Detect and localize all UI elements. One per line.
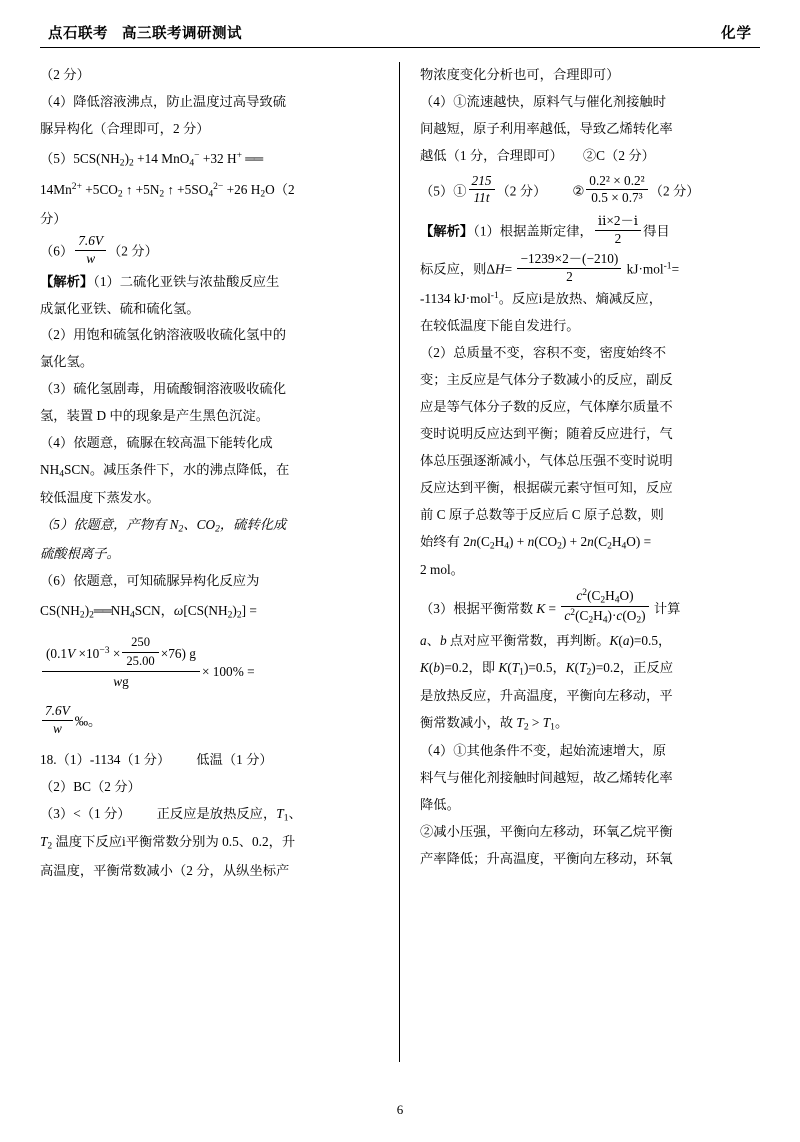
answer-line: 氯化氢。 xyxy=(40,354,94,370)
answer-line: 成氯化亚铁、硫和硫化氢。 xyxy=(40,300,200,316)
fraction-mass-percent: ($0.1V \times 10^{-3}$ × $\frac{250}{25.00}$ ×76) g wg xyxy=(42,633,200,693)
answer-line: 越低（1 分，合理即可） ②C（2 分） xyxy=(420,147,655,163)
answer-line: 硫酸根离子。 xyxy=(40,545,120,561)
answer-line: $NH_4SCN$。减压条件下，水的沸点降低，在 xyxy=(40,462,290,480)
fraction-delta-h: $\frac{-1239\times 2-(-210)}{2}$ xyxy=(517,251,621,285)
equation-line: ($0.1V \times 10^{-3}$ × $\frac{250}{25.00}$ ×76) g wg × 100% = xyxy=(40,633,383,693)
equation-line: （3）根据平衡常数 K = $\frac{c^2(C_2H_4O)}{c^2(C_2H_4)\cdot c(O_2)}$ 计算 xyxy=(420,586,681,626)
answer-line: K(b)=0.2，即 $K(T_1)=0.5$，$K(T_2)=0.2$，正反应 xyxy=(420,659,674,678)
equation-line: 始终有 $2n(C_2H_4) + n(CO_2) + 2n(C_2H_4O)$ = xyxy=(420,533,652,552)
fraction-7.6V-over-w-result: $\frac{7.6V}{w}$ xyxy=(42,703,73,737)
fraction-equilibrium-constant: $\frac{c^2(C_2H_4O)}{c^2(C_2H_4)\cdot c(O_2)}$ xyxy=(561,587,648,627)
answer-line: （3）<（1 分） 正反应是放热反应，$T_1$、 xyxy=(40,806,302,824)
page-header xyxy=(40,22,760,48)
answer-line: （2 分） xyxy=(40,67,90,82)
header-subject: 化学 xyxy=(721,26,752,42)
equation-line: $\frac{7.6V}{w}$ ‰。 xyxy=(40,703,383,737)
answer-line: 较低温度下蒸发水。 xyxy=(40,490,160,506)
answer-line: 变；主反应是气体分子数减小的反应，副反 xyxy=(420,372,673,388)
fraction-hess: $\frac{\text{ⅱ×2－ⅰ}}{2}$ xyxy=(595,213,641,247)
answer-line: （2）BC（2 分） xyxy=(40,779,141,795)
answer-line: 脲异构化（合理即可，2 分） xyxy=(40,120,210,136)
equation-line: $14Mn^{2+} +5CO_2$ ↑ $+5N_2$ ↑ $+5SO_4^{2-} +26$ $H_2O(2$ xyxy=(40,181,295,200)
answer-line: 分） xyxy=(40,211,67,227)
answer-line: （5）依题意，产物有 $N_2$、$CO_2$，硫转化成 xyxy=(40,517,287,535)
answer-line: 是放热反应，升高温度，平衡向左移动，平 xyxy=(420,688,673,704)
answer-line: （4）①流速越快，原料气与催化剂接触时 xyxy=(420,93,666,109)
answer-line: 标反应，则ΔH= $\frac{-1239\times 2-(-210)}{2}$ kJ·mol$^{-1}$= xyxy=(420,251,680,284)
answer-line: （2）用饱和硫氢化钠溶液吸收硫化氢中的 xyxy=(40,327,286,343)
answer-line: 18.（1）-1134（1 分） 低温（1 分） xyxy=(40,752,273,768)
answer-line: 体总压强逐渐减小，气体总压强不变时说明 xyxy=(420,452,673,468)
answer-line: （2）总质量不变，容积不变，密度始终不 xyxy=(420,345,666,361)
answer-line: 变时说明反应达到平衡；随着反应进行，气 xyxy=(420,425,673,441)
equation-line: （6） $\frac{7.6V}{w}$ （2 分） xyxy=(40,233,158,266)
answer-line: 高温度，平衡常数减小（2 分，从纵坐标产 xyxy=(40,862,290,878)
answer-line: 前 C 原子总数等于反应后 C 原子总数，则 xyxy=(420,506,664,522)
answer-line: -1134 kJ·mol$^{-1}$。反应i是放热、熵减反应， xyxy=(420,290,663,307)
answer-line: （4）①其他条件不变，起始流速增大，原 xyxy=(420,743,666,759)
answer-line: （6）依题意，可知硫脲异构化反应为 xyxy=(40,572,260,588)
answer-line: 【解析】（1）二硫化亚铁与浓盐酸反应生 xyxy=(40,273,280,289)
answer-line: ②减小压强，平衡向左移动，环氧乙烷平衡 xyxy=(420,824,673,840)
fraction-215-over-11t: $\frac{215}{11t}$ xyxy=(469,173,495,207)
answer-line: 反应达到平衡，根据碳元素守恒可知，反应 xyxy=(420,479,673,495)
equation-line: （5）① $\frac{215}{11t}$ （2 分） ② $\frac{\text{0.2² × 0.2²}}{\text{0.5 × 0.7³}}$ （2 分） xyxy=(420,172,700,206)
answer-line: 2 mol。 xyxy=(420,561,464,577)
equation-line: $(5)5CS(NH_2)_2 +14$ MnO$_4$− +32 H+ ══ xyxy=(40,149,263,169)
fraction-7.6V-over-w: $\frac{7.6V}{w}$ xyxy=(75,233,106,267)
answer-line: （3）硫化氢剧毒，用硫酸铜溶液吸收硫化 xyxy=(40,381,286,397)
answer-line: 应是等气体分子数的反应，气体摩尔质量不 xyxy=(420,399,673,415)
answer-line: 料气与催化剂接触时间越短，故乙烯转化率 xyxy=(420,770,673,786)
answer-line: 间越短，原子利用率越低，导致乙烯转化率 xyxy=(420,120,673,136)
header-exam-name: 点石联考 xyxy=(48,26,108,42)
answer-line: 氢，装置 D 中的现象是产生黑色沉淀。 xyxy=(40,408,270,424)
answer-line: 降低。 xyxy=(420,797,460,813)
fraction-equilibrium-constant-value: $\frac{\text{0.2² × 0.2²}}{\text{0.5 × 0.7³}}$ xyxy=(586,173,647,207)
answer-line: 【解析】（1）根据盖斯定律， $\frac{\text{ⅱ×2－ⅰ}}{2}$ 得目 xyxy=(420,212,670,246)
page-number: 6 xyxy=(396,1102,404,1117)
header-exam-subtitle: 高三联考调研测试 xyxy=(122,26,242,42)
answer-line: （4）降低溶液沸点，防止温度过高导致硫 xyxy=(40,93,286,109)
answer-line: a、b 点对应平衡常数，再判断。K(a)=0.5， xyxy=(420,632,672,648)
right-column xyxy=(400,62,760,1062)
answer-line: 在较低温度下能自发进行。 xyxy=(420,318,580,334)
equation-line: $CS(NH_2)_2══NH_4SCN$，$\omega[CS(NH_2)_2]$ = xyxy=(40,602,257,621)
answer-line: 衡常数减小，故 $T_2 > T_1$。 xyxy=(420,714,569,733)
answer-line: $T_2$ 温度下反应i平衡常数分别为 0.5、0.2，升 xyxy=(40,834,296,853)
answer-line: （4）依题意，硫脲在较高温下能转化成 xyxy=(40,435,273,451)
left-column xyxy=(40,62,400,1062)
header-left xyxy=(48,22,242,43)
answer-line: 物浓度变化分析也可，合理即可） xyxy=(420,67,620,82)
two-column-body xyxy=(40,62,760,1062)
answer-line: 产率降低；升高温度，平衡向左移动，环氧 xyxy=(420,850,673,866)
